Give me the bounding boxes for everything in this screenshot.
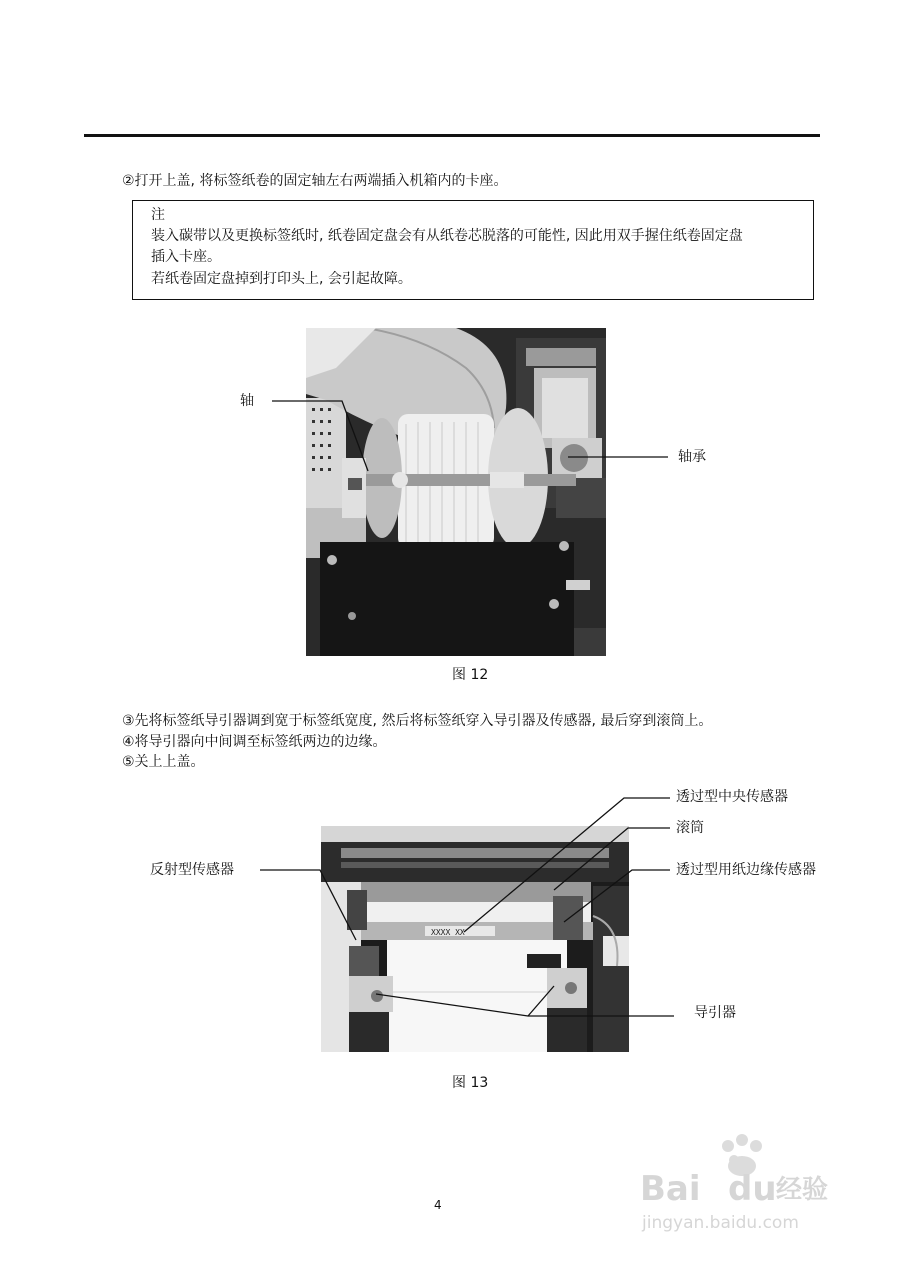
label-roller: 滚筒 bbox=[676, 820, 704, 836]
step-4-text: ④将导引器向中间调至标签纸两边的边缘。 bbox=[122, 734, 387, 750]
step-2-text: ②打开上盖, 将标签纸卷的固定轴左右两端插入机箱内的卡座。 bbox=[122, 173, 508, 189]
figure-12-caption: 图 12 bbox=[452, 667, 489, 683]
figure-13-leader-lines bbox=[258, 790, 678, 1030]
label-shaft: 轴 bbox=[240, 393, 254, 409]
page-number: 4 bbox=[434, 1198, 442, 1212]
note-line-2: 插入卡座。 bbox=[151, 249, 221, 265]
note-title: 注 bbox=[151, 207, 165, 223]
roller-tape-text: XXXX XX bbox=[431, 928, 465, 937]
step-3-text: ③先将标签纸导引器调到宽于标签纸宽度, 然后将标签纸穿入导引器及传感器, 最后穿到滚筒上。 bbox=[122, 713, 713, 729]
label-edge-sensor: 透过型用纸边缘传感器 bbox=[676, 862, 816, 878]
label-bearing: 轴承 bbox=[678, 449, 706, 465]
step-5-text: ⑤关上上盖。 bbox=[122, 754, 205, 770]
note-line-3: 若纸卷固定盘掉到打印头上, 会引起故障。 bbox=[151, 271, 412, 287]
watermark-brand-latin: Bai bbox=[640, 1169, 701, 1209]
figure-12-leader-lines bbox=[268, 395, 668, 475]
figure-12-photo bbox=[306, 328, 606, 656]
note-box bbox=[132, 200, 814, 300]
label-reflective-sensor: 反射型传感器 bbox=[150, 862, 234, 878]
watermark-url: jingyan.baidu.com bbox=[642, 1213, 799, 1233]
watermark-brand-latin-2: du bbox=[728, 1169, 777, 1209]
header-rule bbox=[84, 134, 820, 137]
figure-13-caption: 图 13 bbox=[452, 1075, 489, 1091]
watermark-brand-cn: 经验 bbox=[776, 1175, 829, 1205]
note-line-1: 装入碳带以及更换标签纸时, 纸卷固定盘会有从纸卷芯脱落的可能性, 因此用双手握住纸卷固定盘 bbox=[151, 228, 743, 244]
label-center-sensor: 透过型中央传感器 bbox=[676, 789, 788, 805]
label-guide: 导引器 bbox=[694, 1005, 736, 1021]
baidu-watermark bbox=[636, 1130, 846, 1240]
